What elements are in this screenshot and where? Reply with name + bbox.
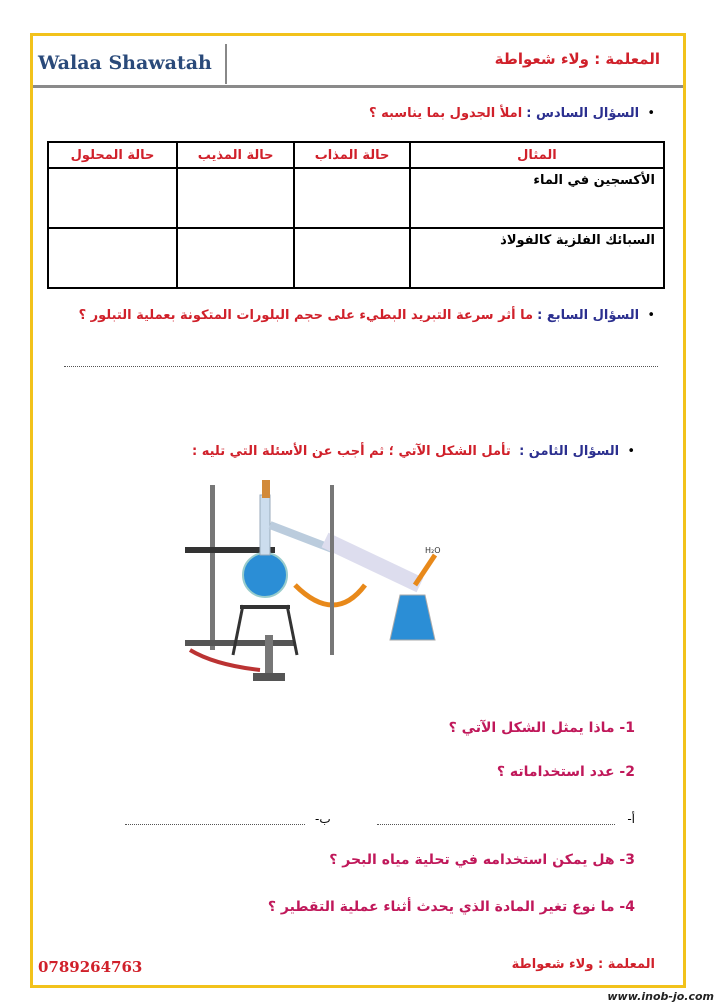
answer-cell[interactable]	[177, 168, 294, 228]
h2o-label: H₂O	[425, 546, 441, 555]
brand-name: Walaa Shawatah	[38, 52, 212, 74]
col-example: المثال	[410, 142, 664, 168]
sub-question-2: 2- عدد استخداماته ؟	[496, 764, 635, 780]
header-divider	[225, 44, 227, 84]
teacher-name-header: المعلمة : ولاء شعواطة	[494, 50, 660, 68]
answer-line-a[interactable]	[377, 824, 615, 825]
sub-question-1: 1- ماذا يمثل الشكل الآتي ؟	[448, 720, 635, 736]
option-a-label: أ-	[627, 812, 635, 826]
col-solvent: حالة المذيب	[177, 142, 294, 168]
answer-line-b[interactable]	[125, 824, 305, 825]
cell: الأكسجين في الماء	[410, 168, 664, 228]
website-link[interactable]: www.inob-jo.com	[607, 990, 714, 1003]
teacher-name-footer: المعلمة : ولاء شعواطة	[511, 957, 655, 972]
sub-question-4: 4- ما نوع تغير المادة الذي يحدث أثناء عملية التقطير ؟	[267, 899, 635, 915]
answer-cell[interactable]	[294, 228, 410, 288]
solution-table	[47, 141, 665, 289]
question-6: • السؤال السادس : املأ الجدول بما يناسبه ؟	[369, 106, 655, 121]
question-7: • السؤال السابع : ما أثر سرعة التبريد البطيء على حجم البلورات المتكونة بعملية التبلور ؟	[78, 308, 655, 323]
header-rule	[33, 85, 683, 88]
option-b-label: ب-	[315, 812, 331, 826]
answer-cell[interactable]	[48, 228, 177, 288]
table-row	[48, 228, 664, 288]
sub-question-3: 3- هل يمكن استخدامه في تحلية مياه البحر ؟	[329, 852, 635, 868]
col-solution: حالة المحلول	[48, 142, 177, 168]
answer-cell[interactable]	[48, 168, 177, 228]
table-row	[48, 168, 664, 228]
cell: السبائك الفلزية كالفولاذ	[410, 228, 664, 288]
phone-number: 0789264763	[38, 958, 143, 976]
col-solute: حالة المذاب	[294, 142, 410, 168]
answer-line[interactable]	[64, 366, 658, 367]
question-8: • السؤال الثامن : تأمل الشكل الآتي ؛ ثم أجب عن الأسئلة التي تليه :	[192, 444, 635, 459]
answer-cell[interactable]	[294, 168, 410, 228]
distillation-apparatus-figure	[185, 465, 450, 690]
answer-cell[interactable]	[177, 228, 294, 288]
